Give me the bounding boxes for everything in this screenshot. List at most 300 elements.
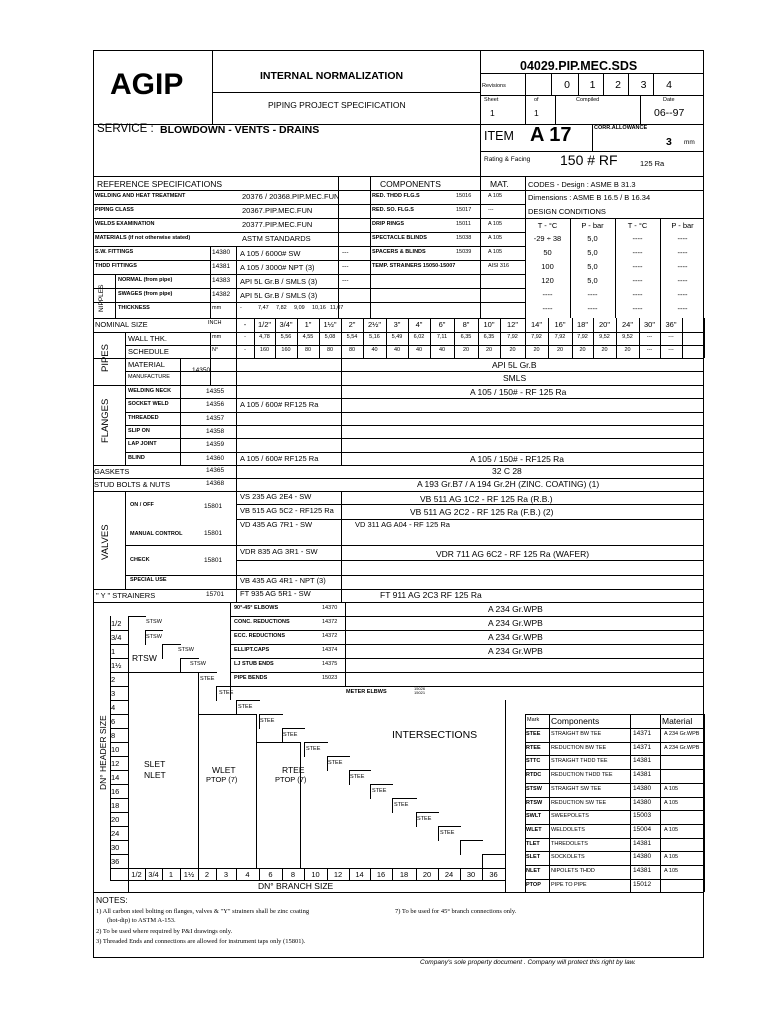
strainers-code: 15701 [206,591,225,598]
stee-label: STEE [306,746,321,752]
legend-mark-5: RTSW [526,799,543,806]
stair-step [482,854,506,869]
rule [236,358,237,385]
footer-text: Company's sole property document . Company will protect this right by law. [420,959,636,966]
cond-head-3: P - bar [671,221,694,230]
header-size-17: 36 [111,857,120,866]
ref-value-1: 20367.PIP.MEC.FUN [242,206,313,215]
component-label-2: DRIP RINGS [372,221,404,227]
branch-size-16: 30 [466,870,476,879]
fitting-label-3: ELLIPT.CAPS [234,647,270,653]
legend-code-2: 14381 [633,757,652,765]
doc-title: INTERNAL NORMALIZATION [260,70,404,82]
component-code-2: 15011 [456,221,471,227]
rule [525,769,704,770]
sw-code: 14380 [212,249,231,256]
cond-cell-0-1: 5,0 [587,234,598,243]
legend-comp-6: SWEEPOLETS [551,813,589,820]
rule [115,274,116,318]
rule [480,95,704,96]
cond-cell-4-0: ---- [542,290,553,299]
rule [480,124,481,176]
ref-label-0: WELDING AND HEAT TREATMENT [95,193,186,199]
size-8: 4" [415,320,423,329]
legend-code-5: 14380 [633,798,652,806]
wall-thk-13: 7,92 [531,334,542,340]
rule [128,868,505,869]
rule [125,345,704,346]
rule [125,545,704,546]
legend-mark-4: STSW [526,785,542,792]
rule [93,358,704,359]
codes-dimensions: Dimensions : ASME B 16.5 / B 16.34 [528,193,651,202]
branch-size-11: 14 [355,870,364,879]
flange-label-4: LAP JOINT [128,441,157,448]
gaskets-label: GASKETS [94,467,130,476]
branch-size-14: 20 [422,870,432,879]
note-7: 7) To be used for 45° branch connections only. [395,908,517,915]
size-15: 18" [576,320,588,329]
studs-value: A 193 Gr.B7 / A 194 Gr.2H (ZINC. COATING) (1) [417,479,600,489]
schedule-unit: N° [212,347,219,353]
stair-step [128,616,146,631]
legend-mat-7: A 105 [664,826,679,833]
rule [93,190,704,191]
nlet-label: NLET [144,770,166,780]
wall-thk-11: 6,35 [483,334,495,340]
rule [125,575,704,576]
rule [110,742,128,743]
rule [110,714,128,715]
studs-code: 14368 [206,480,225,487]
rule [525,810,704,811]
legend-mark-2: STTC [526,758,541,765]
flange-large-0: A 105 / 150# - RF 125 Ra [470,387,567,397]
rule [93,602,704,603]
component-code-0: 15016 [456,193,472,199]
stsw-label: STSW [178,647,194,653]
fitting-code-3: 14374 [322,647,338,653]
size-16: 20" [598,320,610,329]
nipples-label: NIPPLES [98,284,105,312]
of-label: of [534,97,539,103]
size-7: 3" [393,320,401,329]
header-size-7: 6 [111,717,116,726]
rule [480,73,704,74]
wall-thk-12: 7,92 [507,334,518,340]
stee-label: STEE [417,816,432,822]
valve-onoff-large-0: VB 511 AG 1C2 - RF 125 Ra (R.B.) [420,494,553,504]
rule [555,95,556,124]
flange-code-5: 14360 [206,454,225,462]
component-mat-1: --- [488,207,494,213]
compiled-label: Compiled [576,97,600,103]
stee-label: STEE [440,830,455,836]
service-label: SERVICE : [97,123,154,135]
note-2: 2) To be used where required by P&I drawings only. [96,928,233,935]
thickness-4: 10,16 [312,305,326,311]
cond-cell-2-3: ---- [677,262,688,271]
wall-thk-5: 5,54 [346,334,358,340]
wall-thk-15: 7,92 [577,334,588,340]
schedule-label: SCHEDULE [128,347,169,356]
stee-label: STEE [219,690,234,696]
flange-code-4: 14359 [206,441,225,449]
header-size-10: 12 [111,759,120,768]
branch-size-10: 12 [333,870,343,879]
legend-mark-8: TLET [526,840,540,847]
thickness-5: 11,07 [330,305,344,311]
date-label: Date [663,97,675,103]
nominal-size-unit: INCH [208,320,222,326]
size-9: 6" [438,320,446,329]
branch-size-0: 1/2 [131,870,142,879]
legend-mark-6: SWLT [526,813,542,820]
rule [300,742,301,868]
rule [370,176,371,318]
miter-codes: 15026 15021 [414,686,426,695]
gaskets-value: 32 C 28 [492,466,522,476]
item-label: ITEM [484,129,514,143]
rule [236,491,237,602]
nipple-value-1: API 5L Gr.B / SMLS (3) [240,291,318,300]
branch-size-5: 3 [223,870,229,879]
legend-code-1: 14371 [633,743,652,751]
legend-code-11: 15012 [633,880,652,888]
rule [110,798,128,799]
legend-mat-0: A 234 Gr.WPB [664,731,700,737]
valve-special-label: SPECIAL USE [130,577,167,583]
schedule-0: - [244,347,246,353]
schedule-1: 160 [259,347,270,353]
rule [525,824,704,825]
cond-cell-3-0: 120 [541,276,554,285]
cond-cell-0-0: -29 ÷ 38 [533,234,562,243]
component-code-4: 15039 [456,249,472,255]
corr-unit: mm [684,139,695,146]
stair-step [460,840,483,855]
nominal-size-label: NOMINAL SIZE [95,320,148,329]
fitting-code-0: 14370 [322,605,338,611]
nipple-label-1: SWAGES (from pipe) [118,291,173,297]
pipe-code: 14350 [192,367,211,374]
sw-fittings-label: S.W. FITTINGS [95,249,134,255]
flange-label-3: SLIP ON [128,427,150,434]
schedule-5: 80 [348,347,356,353]
rule [93,176,704,177]
schedule-19: --- [668,347,674,353]
schedule-11: 20 [485,347,493,353]
component-mat-4: A 105 [488,249,503,255]
header-size-8: 8 [111,731,116,740]
ref-label-2: WELDS EXAMINATION [95,221,155,227]
stee-label: STEE [328,760,343,766]
wall-thk-19: --- [668,334,674,340]
size-1: 1/2" [257,320,272,329]
sw-value: A 105 / 6000# SW [240,249,301,258]
legend-mat-5: A 105 [664,799,679,806]
size-4: 1½" [323,320,337,329]
thickness-unit: mm [212,305,222,311]
rule [256,714,257,868]
cond-cell-2-2: ---- [632,262,643,271]
size-13: 14" [530,320,542,329]
rule [198,714,256,715]
fitting-value-2: A 234 Gr.WPB [488,632,543,642]
strainers-large: FT 911 AG 2C3 RF 125 Ra [380,590,482,600]
branch-size-8: 8 [290,870,296,879]
rule [704,318,705,358]
header-size-14: 20 [111,815,120,824]
branch-size-2: 1 [168,870,174,879]
legend-mark-9: SLET [526,854,541,861]
valve-onoff-small-1: VB 515 AG 5C2 - RF125 Ra [240,506,334,515]
cond-cell-2-1: 5,0 [587,262,598,271]
valve-check-small: VDR 835 AG 3R1 - SW [240,547,318,556]
component-label-4: SPACERS & BLINDS [372,249,426,255]
wlet-ptop-label: PTOP (7) [206,775,238,784]
rule [230,658,704,659]
stee-label: STEE [200,676,215,682]
rule [93,332,704,333]
wall-thk-17: 9,52 [622,334,633,340]
rule [110,840,128,841]
note-1a: 1) All carbon steel bolting on flanges, valves & "Y" strainers shall be zinc coating [96,908,310,915]
rule [93,274,525,275]
rule [341,358,342,385]
flange-small-1: A 105 / 600# RF125 Ra [240,400,319,410]
schedule-9: 40 [438,347,446,353]
rule [210,332,211,385]
legend-mat-9: A 105 [664,854,679,861]
cond-cell-1-3: ---- [677,248,688,257]
rule [93,478,704,479]
fitting-value-0: A 234 Gr.WPB [488,604,543,614]
corr-value: 3 [666,136,672,148]
wall-thk-2: 5,56 [280,334,292,340]
cond-cell-1-2: ---- [632,248,643,257]
stee-label: STEE [283,732,298,738]
rule [236,246,237,318]
cond-cell-3-2: ---- [632,276,643,285]
cond-cell-5-2: ---- [632,304,643,313]
component-label-1: RED. SO. FLG.S [372,207,414,213]
components-title: COMPONENTS [380,179,441,189]
rule [525,838,704,839]
fitting-label-4: LJ STUB ENDS [234,661,274,667]
flange-code-1: 14356 [206,401,225,409]
schedule-4: 80 [326,347,334,353]
legend-mark-1: RTEE [526,744,541,751]
rule [525,797,704,798]
nipple-label-0: NORMAL (from pipe) [118,277,173,283]
valve-check-large: VDR 711 AG 6C2 - RF 125 Ra (WAFER) [436,549,590,559]
legend-mark-3: RTDC [526,772,542,779]
cond-cell-4-2: ---- [632,290,643,299]
valve-check-label: CHECK [130,557,150,563]
fitting-label-1: CONC. REDUCTIONS [234,619,290,625]
rule [125,332,126,385]
revisions-label: Revisions [482,83,506,89]
codes-design: CODES - Design : ASME B 31.3 [528,180,636,189]
legend-code-10: 14381 [633,867,652,874]
wall-thk-18: --- [646,334,653,340]
fitting-value-3: A 234 Gr.WPB [488,646,543,656]
rule [93,892,704,893]
header-size-axis: DN° HEADER SIZE [98,715,108,790]
valve-manual-mid: VD 311 AG A04 - RF 125 Ra [355,520,450,529]
schedule-7: 40 [393,347,401,353]
wall-thk-9: 7,11 [436,334,448,340]
flange-code-0: 14355 [206,388,225,395]
ref-label-3: MATERIALS (if not otherwise stated) [95,235,191,241]
rule [125,398,704,399]
header-size-6: 4 [111,703,116,712]
rule [551,73,552,95]
component-label-3: SPECTACLE BLINDS [372,235,427,241]
legend-comp-11: PIPE TO PIPE [551,881,587,888]
fitting-code-4: 14375 [322,661,338,667]
revision-1: 1 [589,79,596,91]
notes-title: NOTES: [96,895,128,905]
legend-code-4: 14380 [633,784,652,792]
legend-comp-3: REDUCTION THDD TEE [551,772,613,779]
revision-3: 3 [640,79,647,91]
flange-label-0: WELDING NECK [128,388,172,394]
stee-label: STEE [350,774,365,780]
mat-title: MAT. [490,179,509,189]
size-14: 16" [554,320,566,329]
rating-ra: 125 Ra [640,159,665,168]
sw-dash: --- [342,249,349,256]
schedule-2: 160 [281,347,291,353]
component-mat-5: AISI 316 [488,263,510,269]
revision-4: 4 [666,79,672,91]
header-size-4: 2 [111,675,116,684]
rule [480,176,481,318]
pipe-manufacture: SMLS [503,373,527,383]
wlet-label: WLET [212,765,236,775]
rule [230,686,704,687]
component-mat-0: A 105 [488,193,503,199]
valves-title: VALVES [100,524,111,560]
header-size-0: 1/2 [111,619,122,628]
note-3: 3) Threaded Ends and connections are allowed for instrument taps only (15801). [96,938,306,945]
schedule-8: 40 [415,347,423,353]
schedule-15: 20 [579,347,586,353]
wall-thk-7: 5,49 [391,334,403,340]
rtsw-label: RTSW [132,653,157,663]
cond-cell-4-3: ---- [677,290,688,299]
stee-label: STEE [238,704,253,710]
size-5: 2" [348,320,356,329]
cond-cell-5-1: ---- [587,304,598,313]
size-2: 3/4" [279,320,293,329]
schedule-6: 40 [371,347,378,353]
schedule-18: --- [646,347,653,353]
valve-onoff-label: ON / OFF [130,502,154,508]
header-size-5: 3 [111,689,116,698]
legend-comp-9: SOCKOLETS [551,854,585,861]
pipe-manufacture-label: MANUFACTURE [128,374,170,380]
rule [505,868,506,880]
doc-subtitle: PIPING PROJECT SPECIFICATION [268,100,406,110]
stee-label: STEE [372,788,387,794]
legend-code-0: 14371 [633,730,652,737]
rule [110,658,128,659]
schedule-12: 20 [509,347,516,353]
rule [180,358,181,385]
flanges-title: FLANGES [100,398,111,443]
strainers-label: " Y " STRAINERS [96,591,156,600]
legend-comp-7: WELDOLETS [551,826,585,833]
fitting-value-1: A 234 Gr.WPB [488,618,543,628]
legend-mat-1: A 234 Gr.WPB [664,744,700,751]
size-19: 36" [665,320,677,329]
rule [256,742,300,743]
stsw-label: STSW [146,634,162,640]
header-size-13: 18 [111,801,120,810]
rule [525,728,704,729]
rule [230,616,704,617]
rule [704,714,705,892]
thd-fittings-label: THDD FITTINGS [95,263,137,269]
rule [93,302,525,303]
legend-comp-8: THREDOLETS [551,840,588,847]
rule [341,491,342,602]
cond-cell-2-0: 100 [541,262,554,271]
rule [236,504,704,505]
legend-mark-11: PTOP [526,881,541,888]
valve-manual-small: VD 435 AG 7R1 - SW [240,520,313,529]
fitting-label-0: 90°-45° ELBOWS [234,605,279,611]
legend-code-7: 15004 [633,825,652,833]
legend-mark-10: NLET [526,868,541,874]
cond-head-0: T - °C [537,221,558,230]
stee-label: STEE [260,718,275,724]
rule [230,630,704,631]
rule [125,452,704,453]
schedule-13: 20 [533,347,540,353]
header-size-9: 10 [111,745,120,754]
branch-size-15: 24 [444,870,454,879]
header-size-15: 24 [111,829,120,838]
component-code-1: 15017 [456,207,472,213]
rule [93,385,704,386]
rule [110,756,128,757]
rule [93,491,704,492]
rule [128,672,198,673]
rule [125,425,704,426]
wall-thk-14: 7,92 [554,334,566,340]
item-value: A 17 [530,124,572,146]
sheet-label: Sheet [484,97,499,103]
rule [110,700,128,701]
rule [236,465,237,491]
rule [628,73,629,95]
rule [230,644,704,645]
ref-label-1: PIPING CLASS [95,207,134,213]
wall-thk-8: 6,02 [413,334,425,340]
wall-thk-6: 5,16 [369,334,380,340]
stsw-label: STSW [146,619,162,625]
rule [525,879,704,880]
cond-cell-5-0: ---- [542,304,553,313]
branch-size-12: 16 [376,870,386,879]
legend-comp-0: STRAIGHT BW TEE [551,731,602,737]
valve-onoff-code: 15801 [204,503,223,510]
rule [125,412,704,413]
